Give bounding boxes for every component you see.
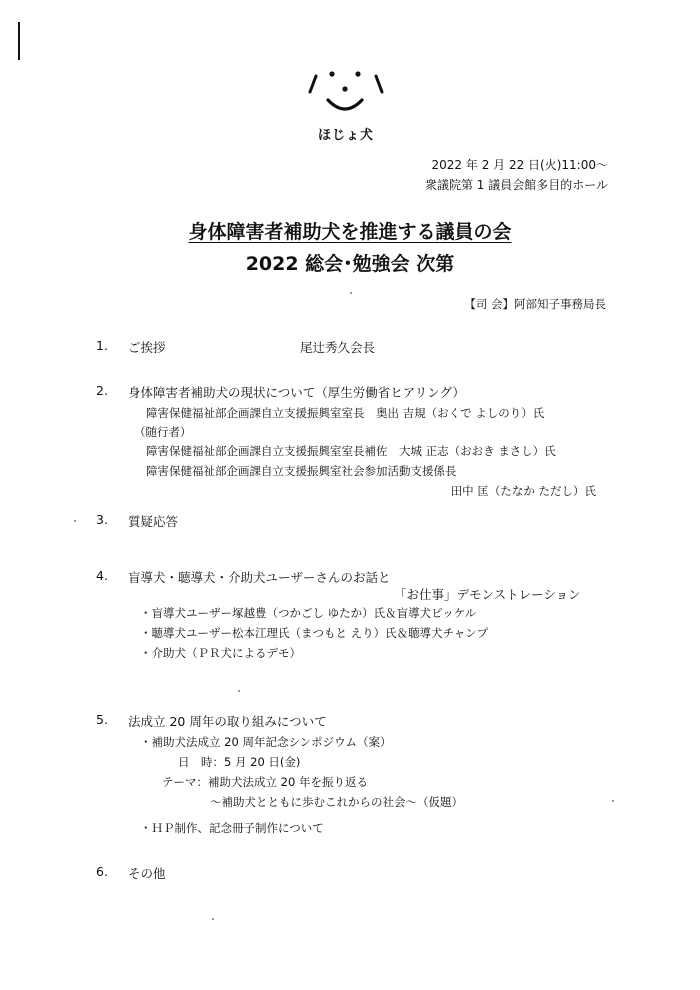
item-4-label-2: 「お仕事」デモンストレーション	[394, 587, 581, 602]
item-4-number: 4.	[96, 568, 108, 583]
item-6-label: その他	[128, 866, 166, 881]
scan-speck	[350, 292, 352, 294]
item-1-label: ご挨拶	[128, 340, 166, 355]
item-5-date: 日 時：5 月 20 日(金)	[178, 755, 301, 769]
moderator: 【司 会】阿部知子事務局長	[464, 297, 606, 311]
item-1-number: 1.	[96, 338, 108, 353]
item-5-bullet-2: ・ＨＰ制作、記念冊子制作について	[140, 821, 324, 835]
title-line-1: 身体障害者補助犬を推進する議員の会	[188, 221, 512, 243]
item-5-theme: テーマ：補助犬法成立 20 年を振り返る	[162, 775, 368, 789]
item-4-bullet-1: ・盲導犬ユーザー塚越豊（つかごし ゆたか）氏＆盲導犬ピッケル	[140, 606, 477, 620]
item-5-label: 法成立 20 周年の取り組みについて	[128, 714, 327, 729]
hojoken-logo	[306, 62, 386, 148]
item-5-number: 5.	[96, 712, 108, 727]
dog-face-icon	[306, 62, 386, 122]
scan-speck	[612, 800, 614, 802]
item-2-number: 2.	[96, 383, 108, 398]
margin-mark	[18, 22, 20, 60]
item-2-line-1: 障害保健福祉部企画課自立支援振興室室長 奥出 吉規（おくで よしのり）氏	[146, 406, 545, 420]
item-3-number: 3.	[96, 512, 108, 527]
item-3-label: 質疑応答	[128, 514, 179, 529]
scan-speck	[238, 690, 240, 692]
item-2-line-2: （随行者）	[134, 425, 192, 439]
item-4-bullet-2: ・聴導犬ユーザー松本江理氏（まつもと えり）氏＆聴導犬チャンプ	[140, 626, 489, 640]
item-1-speaker: 尾辻秀久会長	[300, 340, 376, 355]
item-2-line-3: 障害保健福祉部企画課自立支援振興室室長補佐 大城 正志（おおき まさし）氏	[146, 444, 556, 458]
title-line-2: 2022 総会･勉強会 次第	[245, 253, 455, 275]
item-4-bullet-3: ・介助犬（ＰＲ犬によるデモ）	[140, 646, 301, 660]
scan-speck	[212, 918, 214, 920]
item-4-label: 盲導犬・聴導犬・介助犬ユーザーさんのお話と	[128, 570, 391, 585]
item-5-bullet-1: ・補助犬法成立 20 周年記念シンポジウム（案）	[140, 735, 392, 749]
item-5-theme-subtitle: ～補助犬とともに歩むこれからの社会～（仮題）	[210, 795, 463, 809]
item-2-label: 身体障害者補助犬の現状について（厚生労働省ヒアリング）	[128, 385, 465, 400]
scan-speck	[74, 520, 76, 522]
item-2-line-5: 田中 匡（たなか ただし）氏	[450, 484, 596, 498]
logo-text: ほじょ犬	[317, 128, 374, 143]
meeting-date: 2022 年 2 月 22 日(火)11:00～	[431, 158, 608, 172]
item-6-number: 6.	[96, 864, 108, 879]
meeting-venue: 衆議院第 1 議員会館多目的ホール	[424, 178, 608, 192]
item-2-line-4: 障害保健福祉部企画課自立支援振興室社会参加活動支援係長	[146, 464, 457, 478]
